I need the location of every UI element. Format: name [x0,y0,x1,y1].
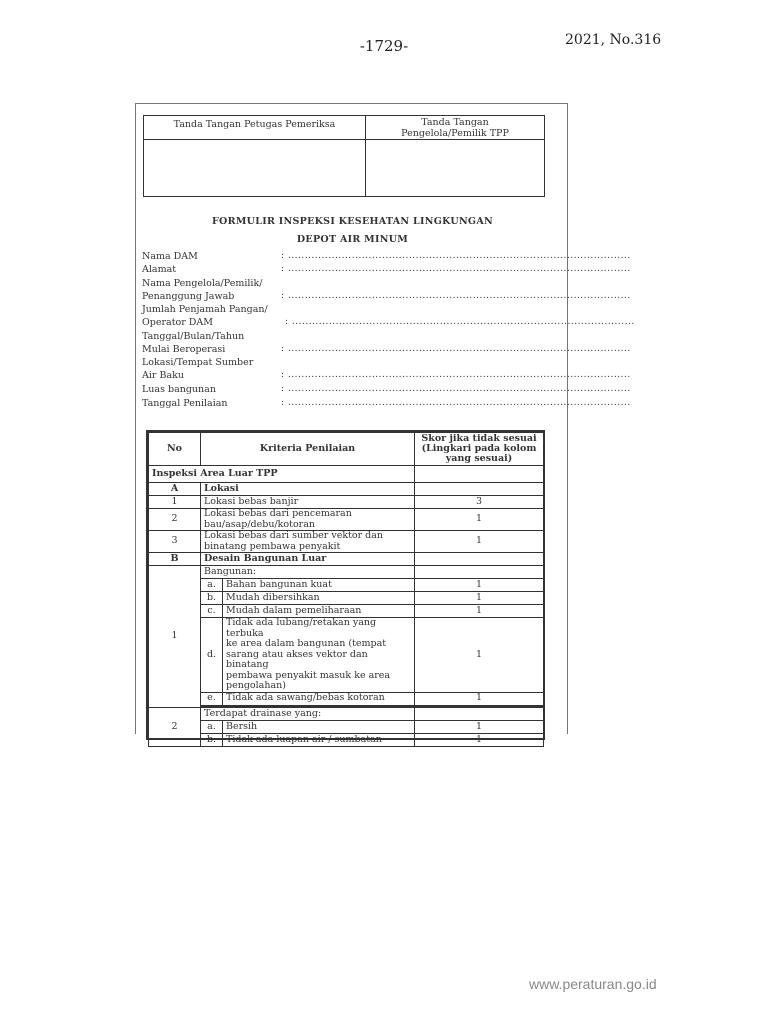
row-score[interactable]: 1 [415,721,544,734]
row-letter: b. [201,734,223,747]
signature-table [143,115,545,197]
field-value-tanggal: : ...................................................................................................... [281,344,631,354]
row-score[interactable]: 1 [415,509,544,531]
field-value-nama-dam: : ...................................................................................................... [281,251,631,261]
row-criteria-line: bau/asap/debu/kotoran [204,518,315,530]
row-criteria-line: pengolahan) [226,680,286,691]
field-label-tanggal-penilaian: Tanggal Penilaian [142,398,228,409]
row-criteria-line: sarang atau akses vektor dan binatang [226,648,368,670]
row-no: 1 [149,566,201,708]
field-value-pengelola: : ...................................................................................................... [281,291,631,301]
header-skor-line1: Skor jika tidak sesuai [421,433,537,444]
signature-header-inspector: Tanda Tangan Petugas Pemeriksa [144,116,366,140]
table-row [149,531,544,553]
table-header-row [149,433,544,466]
row-criteria: Lokasi bebas banjir [201,496,415,509]
row-criteria: Tidak ada luapan air / sumbatan [223,734,415,747]
row-score[interactable]: 1 [415,618,544,693]
criteria-table [146,430,545,745]
header-skor-line2: (Lingkari pada kolom [421,443,537,454]
scanned-page [135,103,635,745]
table-row [149,509,544,531]
signature-box-inspector [144,140,366,196]
table-row [149,692,544,706]
field-label-penjamah: Jumlah Penjamah Pangan/ [142,304,268,315]
row-criteria: Tidak ada sawang/bebas kotoran [223,692,415,706]
field-value-alamat: : ...................................................................................................... [281,264,631,274]
table-row [149,734,544,747]
row-criteria [201,531,415,553]
section-row [149,466,544,483]
row-criteria: Bahan bangunan kuat [223,579,415,592]
signature-header-owner [366,116,544,140]
field-value-tanggal-penilaian: : ...................................................................................................... [281,398,631,408]
field-value-penjamah: : ...................................................................................................... [285,317,635,327]
group-row-b [149,553,544,566]
field-label-operator: Operator DAM [142,317,213,328]
row-score[interactable]: 1 [415,531,544,553]
form-title: FORMULIR INSPEKSI KESEHATAN LINGKUNGAN [212,216,493,227]
row-score[interactable]: 1 [415,579,544,592]
row-criteria: Mudah dibersihkan [223,592,415,605]
table-row [149,592,544,605]
field-label-pengelola: Nama Pengelola/Pemilik/ [142,278,263,289]
table-row [149,708,544,721]
page-number: -1729- [359,37,409,55]
row-no: 1 [149,496,201,509]
table-row [149,605,544,618]
row-letter: b. [201,592,223,605]
row-letter: e. [201,692,223,706]
table-row [149,721,544,734]
form-subtitle: DEPOT AIR MINUM [296,234,409,245]
row-criteria [201,509,415,531]
field-label-luas: Luas bangunan [142,384,216,395]
row-criteria-line: Lokasi bebas dari pencemaran [204,508,352,519]
row-letter: c. [201,605,223,618]
field-value-luas: : ...................................................................................................... [281,384,631,394]
row-criteria-line: pembawa penyakit masuk ke area [226,669,391,681]
field-value-lokasi: : ...................................................................................................... [281,370,631,380]
row-intro: Terdapat drainase yang: [201,708,415,721]
field-label-penanggung-jawab: Penanggung Jawab [142,291,235,302]
row-criteria-line: Lokasi bebas dari sumber vektor dan [204,530,384,541]
field-label-lokasi-sumber: Lokasi/Tempat Sumber [142,357,254,368]
row-letter: d. [201,618,223,693]
row-criteria-line: ke area dalam bangunan (tempat [226,638,387,649]
row-no: 2 [149,509,201,531]
row-criteria: Bersih [223,721,415,734]
row-score[interactable]: 1 [415,734,544,747]
header-kriteria: Kriteria Penilaian [201,433,415,466]
footer-url[interactable]: www.peraturan.go.id [529,976,657,992]
row-criteria-line: Tidak ada lubang/retakan yang terbuka [226,617,377,639]
document-number: 2021, No.316 [565,32,662,48]
row-intro: Bangunan: [201,566,415,579]
group-a-letter: A [149,483,201,496]
row-no: 2 [149,708,201,747]
row-score[interactable]: 3 [415,496,544,509]
row-criteria [223,618,415,693]
row-criteria: Mudah dalam pemeliharaan [223,605,415,618]
field-label-nama-dam: Nama DAM [142,251,198,262]
row-score[interactable]: 1 [415,605,544,618]
signature-box-owner [366,140,544,196]
signature-header-owner-line1: Tanda Tangan [421,117,489,128]
group-a-title: Lokasi [201,483,415,496]
row-score[interactable]: 1 [415,592,544,605]
table-row [149,566,544,579]
field-label-air-baku: Air Baku [142,370,184,381]
group-b-letter: B [149,553,201,566]
table-row [149,496,544,509]
row-no: 3 [149,531,201,553]
row-criteria-line: binatang pembawa penyakit [204,540,341,552]
group-b-title: Desain Bangunan Luar [201,553,415,566]
field-label-tanggal: Tanggal/Bulan/Tahun [142,331,245,342]
header-no: No [149,433,201,466]
row-letter: a. [201,721,223,734]
header-skor-line3: yang sesuai) [445,453,513,464]
group-row-a [149,483,544,496]
field-label-mulai-beroperasi: Mulai Beroperasi [142,344,226,355]
signature-header-owner-line2: Pengelola/Pemilik TPP [401,128,509,139]
header-skor [415,433,544,466]
table-row [149,618,544,693]
field-label-alamat: Alamat [142,264,177,275]
row-score[interactable]: 1 [415,692,544,706]
row-letter: a. [201,579,223,592]
section-title: Inspeksi Area Luar TPP [149,466,415,483]
table-row [149,579,544,592]
